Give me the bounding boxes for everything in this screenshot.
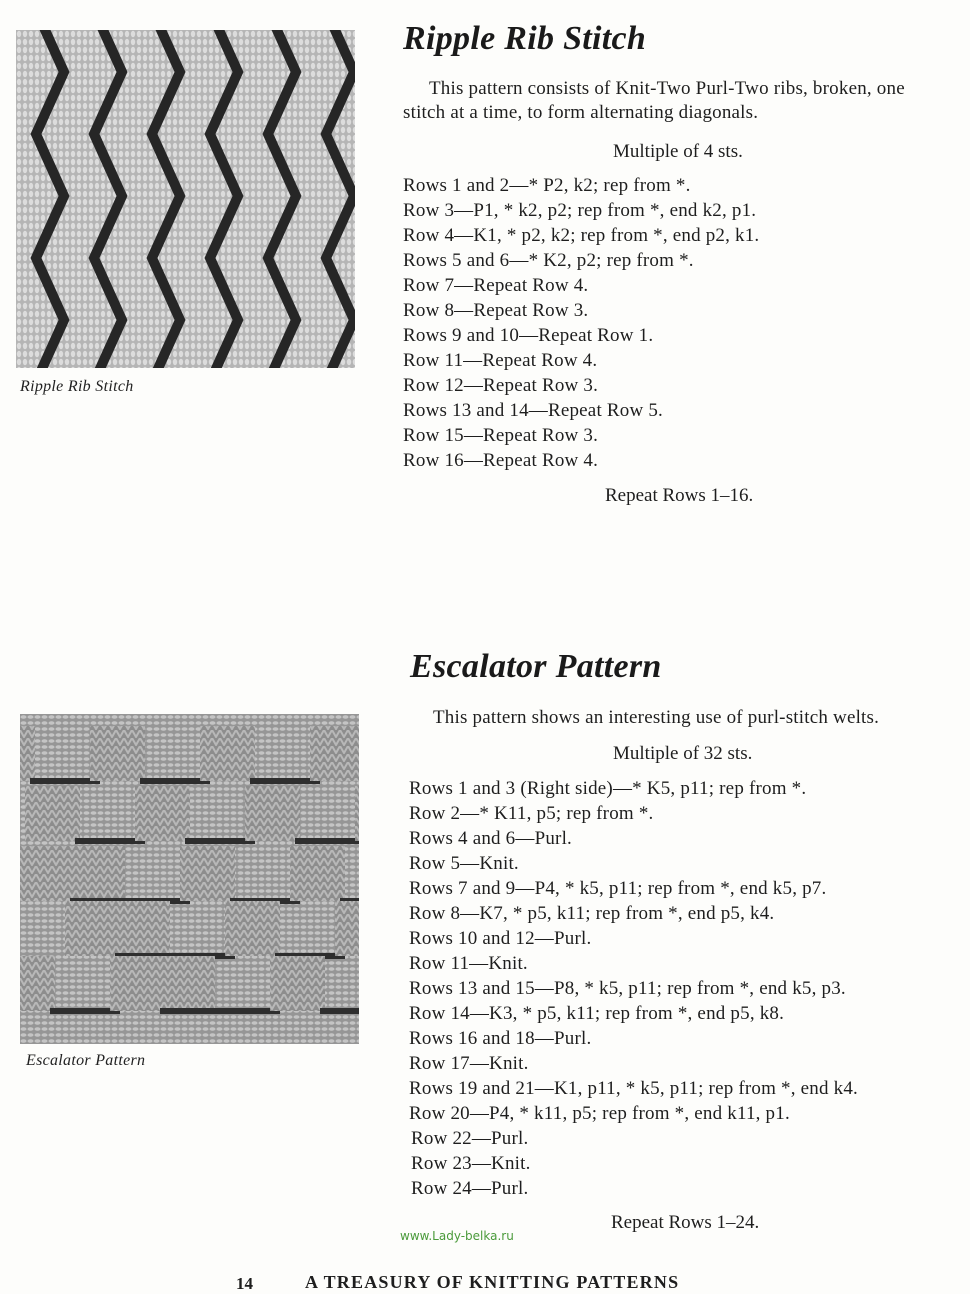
running-footer-title: A TREASURY OF KNITTING PATTERNS xyxy=(305,1272,680,1292)
instruction-row: Rows 19 and 21—K1, p11, * k5, p11; rep from *, end k4. xyxy=(409,1078,858,1099)
instruction-row: Rows 4 and 6—Purl. xyxy=(409,828,572,849)
instruction-row: Row 24—Purl. xyxy=(411,1178,529,1199)
instruction-row: Row 2—* K11, p5; rep from *. xyxy=(409,803,654,824)
knit-block xyxy=(135,786,190,841)
escalator-texture xyxy=(20,714,359,1044)
instruction-row: Rows 1 and 3 (Right side)—* K5, p11; rep from *. xyxy=(409,778,807,799)
ripple-rib-intro-line-1: This pattern consists of Knit-Two Purl-Two ribs, broken, one xyxy=(429,78,905,99)
knit-block xyxy=(335,901,359,956)
page-number: 14 xyxy=(236,1274,253,1293)
ripple-rib-intro-line-2: stitch at a time, to form alternating diagonals. xyxy=(403,102,759,123)
knit-block xyxy=(20,956,55,1011)
ripple-rib-caption: Ripple Rib Stitch xyxy=(20,378,134,395)
instruction-row: Row 8—Repeat Row 3. xyxy=(403,300,589,321)
purl-welt-shadow xyxy=(30,778,100,784)
instruction-row: Row 17—Knit. xyxy=(409,1053,529,1074)
instruction-row: Rows 13 and 14—Repeat Row 5. xyxy=(403,400,663,421)
knit-block xyxy=(70,846,125,901)
knit-block xyxy=(160,956,215,1011)
escalator-multiple: Multiple of 32 sts. xyxy=(613,743,753,764)
instruction-row: Rows 16 and 18—Purl. xyxy=(409,1028,592,1049)
purl-welt-shadow xyxy=(75,838,145,844)
knit-block xyxy=(200,726,255,781)
instruction-row: Rows 9 and 10—Repeat Row 1. xyxy=(403,325,654,346)
knit-block xyxy=(110,956,165,1011)
watermark-link[interactable]: www.Lady-belka.ru xyxy=(400,1229,514,1243)
knit-block xyxy=(90,726,145,781)
instruction-row: Row 22—Purl. xyxy=(411,1128,529,1149)
knit-block xyxy=(65,901,120,956)
ripple-rib-swatch-photo xyxy=(16,30,355,368)
instruction-row: Row 20—P4, * k11, p5; rep from *, end k11, p1. xyxy=(409,1103,790,1124)
knit-block xyxy=(180,846,235,901)
instruction-row: Rows 7 and 9—P4, * k5, p11; rep from *, end k5, p7. xyxy=(409,878,827,899)
instruction-row: Row 16—Repeat Row 4. xyxy=(403,450,599,471)
instruction-row: Row 8—K7, * p5, k11; rep from *, end p5, k4. xyxy=(409,903,775,924)
knit-block xyxy=(355,786,359,841)
ripple-rib-multiple: Multiple of 4 sts. xyxy=(613,141,743,162)
purl-welt-shadow xyxy=(160,1008,230,1014)
instruction-row: Row 11—Repeat Row 4. xyxy=(403,350,598,371)
escalator-row-instructions xyxy=(409,776,858,1201)
knit-block xyxy=(20,846,75,901)
knit-block xyxy=(20,726,35,781)
instruction-row: Rows 1 and 2—* P2, k2; rep from *. xyxy=(403,175,691,196)
ripple-rib-title: Ripple Rib Stitch xyxy=(403,20,647,57)
knit-block xyxy=(225,901,280,956)
knit-block xyxy=(245,786,300,841)
knit-block xyxy=(310,726,359,781)
purl-welt-shadow xyxy=(320,1008,359,1014)
escalator-title: Escalator Pattern xyxy=(410,648,662,685)
instruction-row: Rows 10 and 12—Purl. xyxy=(409,928,592,949)
knit-block xyxy=(25,786,80,841)
purl-welt-shadow xyxy=(295,838,359,844)
escalator-caption: Escalator Pattern xyxy=(26,1052,146,1069)
instruction-row: Row 7—Repeat Row 4. xyxy=(403,275,589,296)
purl-welt-shadow xyxy=(185,838,255,844)
instruction-row: Row 5—Knit. xyxy=(409,853,519,874)
knit-block xyxy=(270,956,325,1011)
ripple-rib-repeat: Repeat Rows 1–16. xyxy=(605,485,754,506)
instruction-row: Row 3—P1, * k2, p2; rep from *, end k2, p1. xyxy=(403,200,757,221)
knit-block xyxy=(290,846,345,901)
instruction-row: Row 14—K3, * p5, k11; rep from *, end p5, k8. xyxy=(409,1003,785,1024)
instruction-row: Row 23—Knit. xyxy=(411,1153,531,1174)
ripple-rib-intro xyxy=(403,77,970,125)
ripple-rib-texture xyxy=(16,30,355,368)
instruction-row: Rows 13 and 15—P8, * k5, p11; rep from *, end k5, p3. xyxy=(409,978,846,999)
escalator-swatch-photo xyxy=(20,714,359,1044)
purl-welt-shadow xyxy=(250,778,320,784)
instruction-row: Rows 5 and 6—* K2, p2; rep from *. xyxy=(403,250,694,271)
instruction-row: Row 12—Repeat Row 3. xyxy=(403,375,599,396)
purl-welt-shadow xyxy=(50,1008,120,1014)
instruction-row: Row 11—Knit. xyxy=(409,953,528,974)
ripple-rib-row-instructions xyxy=(403,173,759,473)
purl-welt-shadow xyxy=(140,778,210,784)
knit-block xyxy=(115,901,170,956)
escalator-intro: This pattern shows an interesting use of purl-stitch welts. xyxy=(433,707,880,728)
instruction-row: Row 4—K1, * p2, k2; rep from *, end p2, k1. xyxy=(403,225,760,246)
instruction-row: Row 15—Repeat Row 3. xyxy=(403,425,599,446)
escalator-repeat: Repeat Rows 1–24. xyxy=(611,1212,760,1233)
